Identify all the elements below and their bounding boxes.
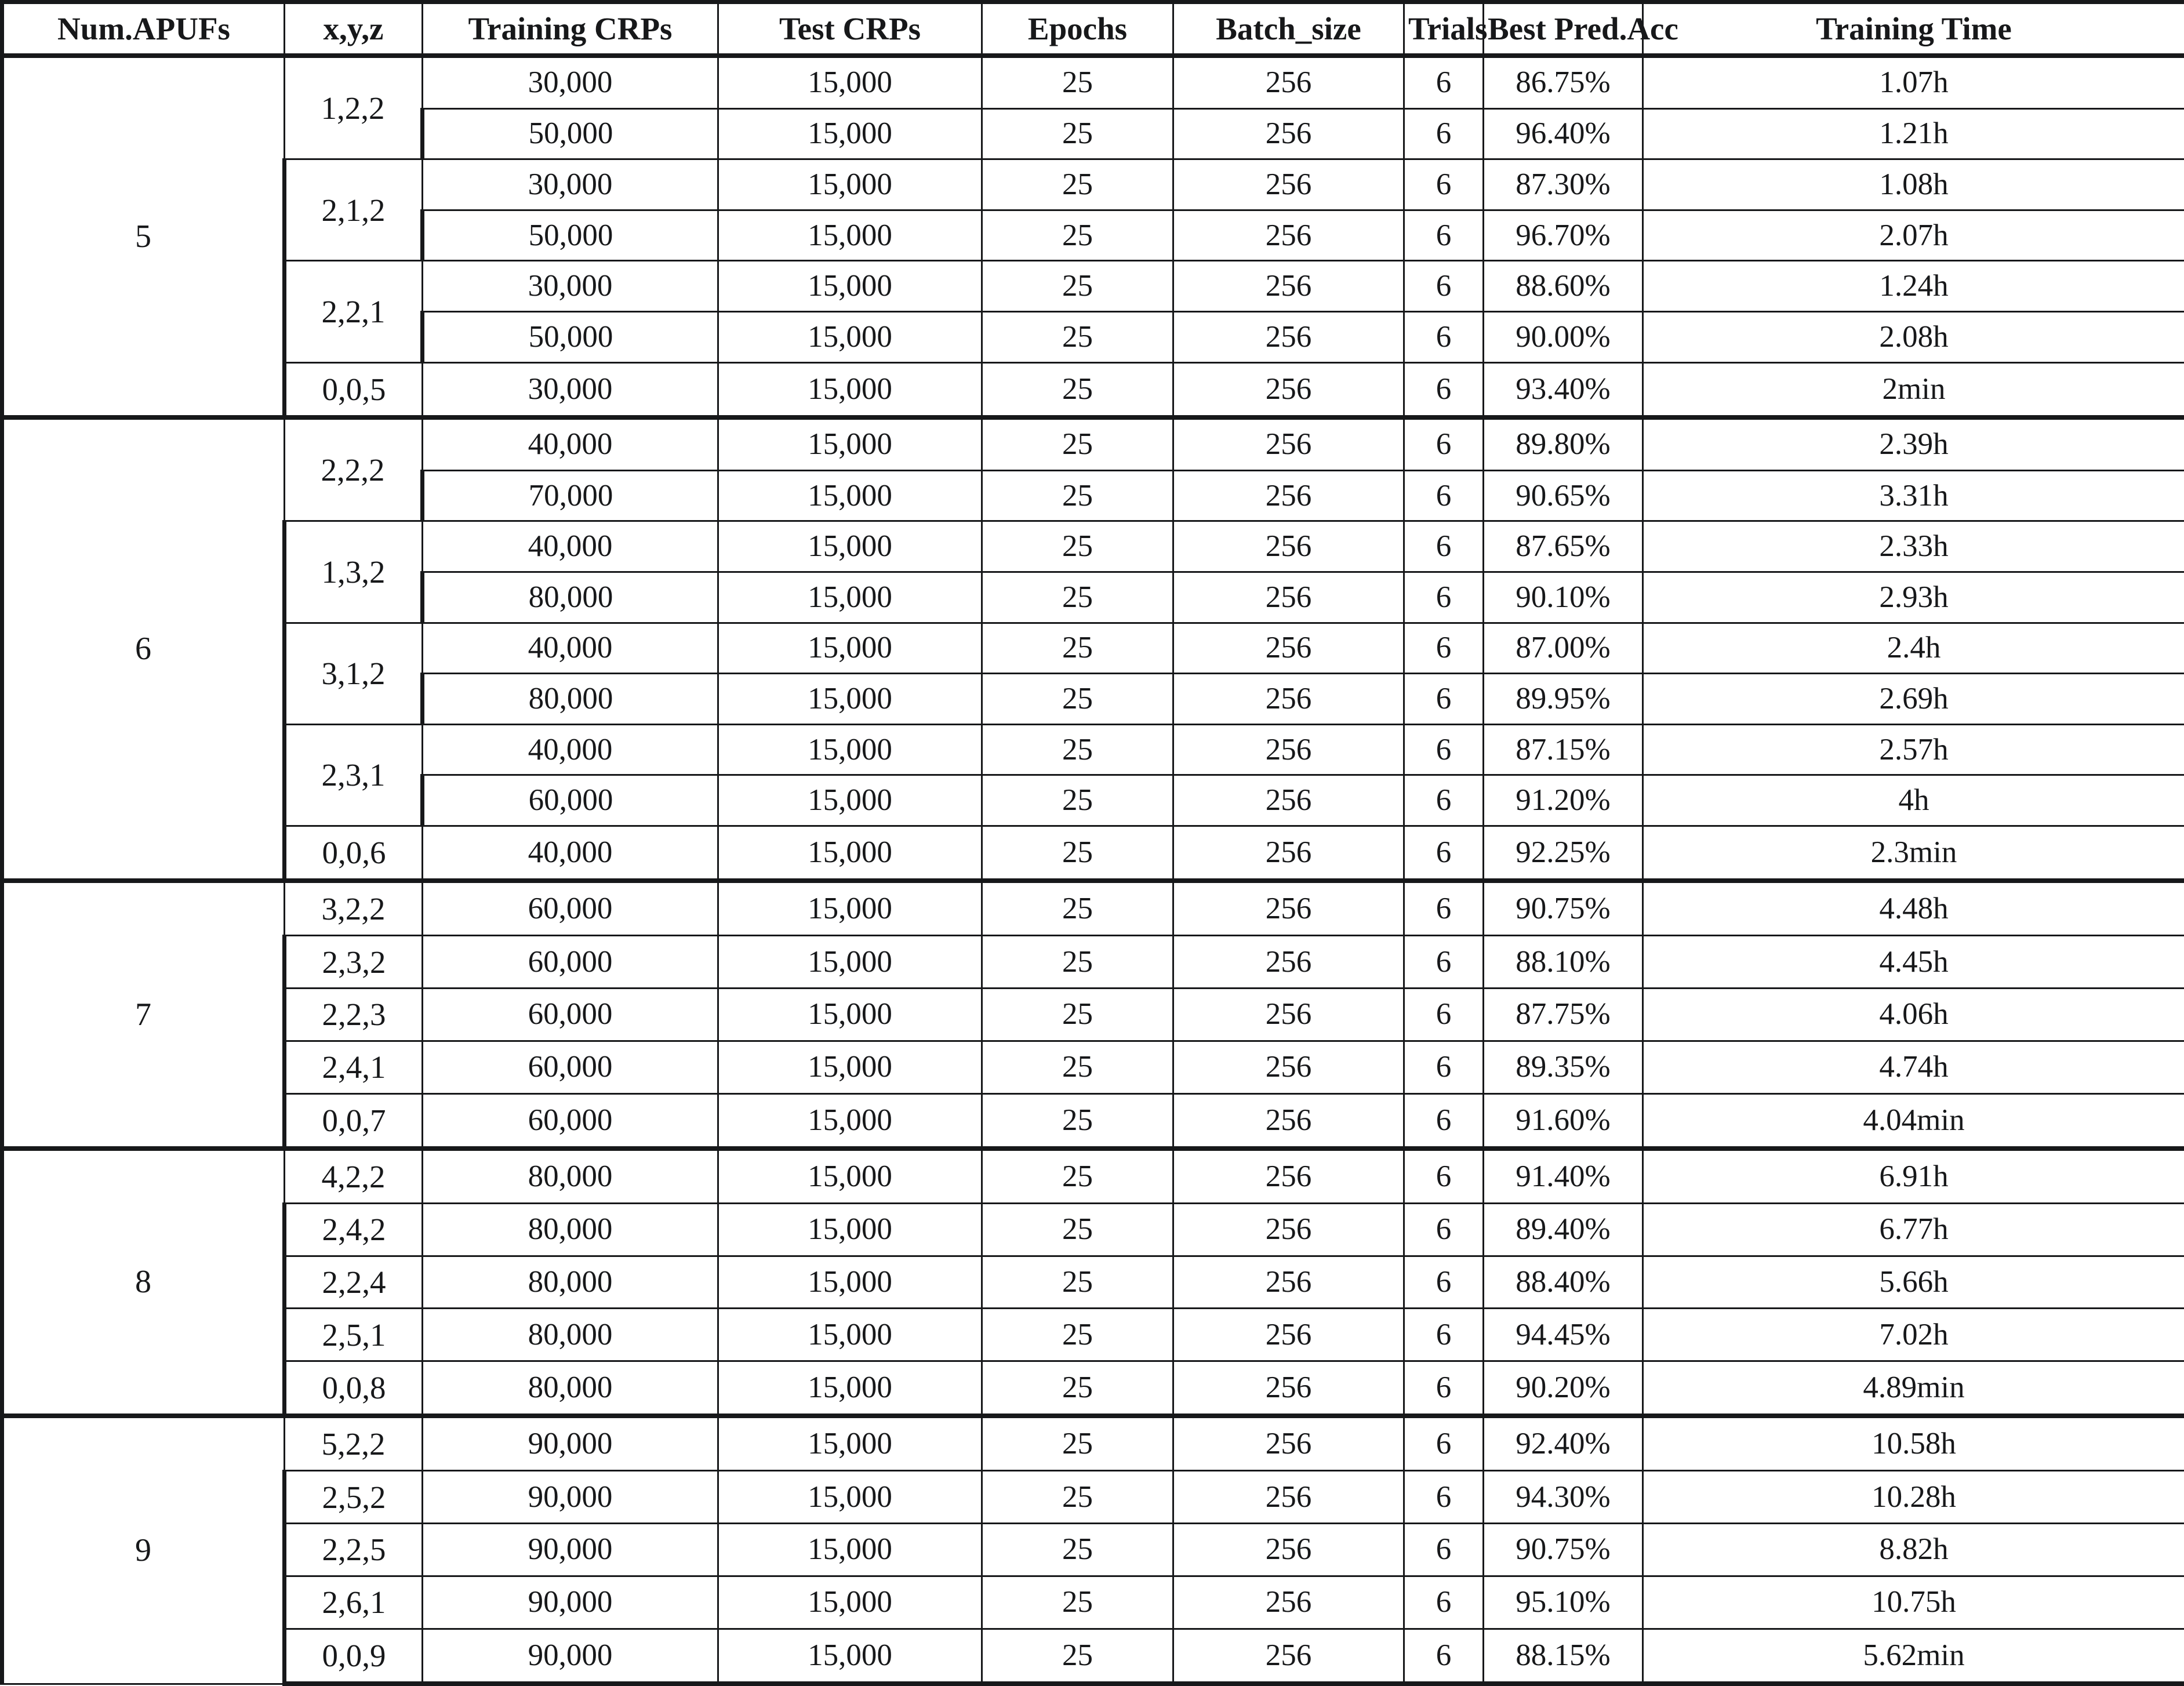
cell-batch-size: 256 <box>1173 936 1404 989</box>
cell-training-crps: 90,000 <box>423 1471 718 1524</box>
cell-epochs: 25 <box>982 1576 1173 1629</box>
cell-xyz: 2,4,1 <box>285 1041 423 1093</box>
cell-training-crps: 30,000 <box>423 261 718 312</box>
cell-batch-size: 256 <box>1173 1471 1404 1524</box>
cell-training-time: 4h <box>1643 775 2184 826</box>
table-row <box>2 1041 2184 1093</box>
table-row <box>2 159 2184 210</box>
cell-epochs: 25 <box>982 724 1173 775</box>
cell-num-apufs: 8 <box>2 1149 285 1416</box>
cell-training-time: 2.3min <box>1643 826 2184 881</box>
cell-batch-size: 256 <box>1173 1361 1404 1416</box>
cell-training-time: 4.74h <box>1643 1041 2184 1093</box>
cell-batch-size: 256 <box>1173 1203 1404 1256</box>
cell-training-time: 1.24h <box>1643 261 2184 312</box>
cell-training-time: 5.62min <box>1643 1629 2184 1684</box>
table-row <box>2 1149 2184 1204</box>
cell-best-pred-acc: 90.00% <box>1484 311 1643 362</box>
cell-test-crps: 15,000 <box>718 1256 982 1309</box>
cell-test-crps: 15,000 <box>718 881 982 936</box>
cell-training-crps: 80,000 <box>423 674 718 725</box>
cell-trials: 6 <box>1404 1576 1484 1629</box>
cell-training-time: 5.66h <box>1643 1256 2184 1309</box>
cell-test-crps: 15,000 <box>718 1041 982 1093</box>
cell-test-crps: 15,000 <box>718 623 982 674</box>
table-row <box>2 417 2184 471</box>
cell-test-crps: 15,000 <box>718 417 982 471</box>
cell-test-crps: 15,000 <box>718 989 982 1041</box>
cell-training-time: 4.04min <box>1643 1093 2184 1149</box>
cell-epochs: 25 <box>982 1203 1173 1256</box>
cell-trials: 6 <box>1404 1309 1484 1361</box>
cell-training-time: 10.28h <box>1643 1471 2184 1524</box>
table-row <box>2 1309 2184 1361</box>
cell-epochs: 25 <box>982 311 1173 362</box>
cell-test-crps: 15,000 <box>718 724 982 775</box>
cell-training-time: 7.02h <box>1643 1309 2184 1361</box>
table-header-row <box>2 2 2184 56</box>
cell-best-pred-acc: 88.40% <box>1484 1256 1643 1309</box>
cell-trials: 6 <box>1404 1203 1484 1256</box>
cell-trials: 6 <box>1404 210 1484 261</box>
cell-best-pred-acc: 91.60% <box>1484 1093 1643 1149</box>
cell-epochs: 25 <box>982 470 1173 521</box>
cell-test-crps: 15,000 <box>718 1576 982 1629</box>
cell-epochs: 25 <box>982 775 1173 826</box>
column-header-xyz: x,y,z <box>285 2 423 56</box>
cell-best-pred-acc: 92.25% <box>1484 826 1643 881</box>
cell-best-pred-acc: 89.40% <box>1484 1203 1643 1256</box>
cell-batch-size: 256 <box>1173 1416 1404 1471</box>
column-header-epochs: Epochs <box>982 2 1173 56</box>
cell-best-pred-acc: 91.20% <box>1484 775 1643 826</box>
column-header-num-apufs: Num.APUFs <box>2 2 285 56</box>
cell-best-pred-acc: 88.15% <box>1484 1629 1643 1684</box>
cell-trials: 6 <box>1404 674 1484 725</box>
cell-best-pred-acc: 87.15% <box>1484 724 1643 775</box>
cell-best-pred-acc: 94.30% <box>1484 1471 1643 1524</box>
cell-training-crps: 50,000 <box>423 108 718 159</box>
cell-epochs: 25 <box>982 1416 1173 1471</box>
cell-epochs: 25 <box>982 936 1173 989</box>
column-header-test-crps: Test CRPs <box>718 2 982 56</box>
cell-test-crps: 15,000 <box>718 311 982 362</box>
cell-batch-size: 256 <box>1173 623 1404 674</box>
cell-batch-size: 256 <box>1173 572 1404 623</box>
cell-training-time: 6.91h <box>1643 1149 2184 1204</box>
cell-training-time: 2.57h <box>1643 724 2184 775</box>
cell-epochs: 25 <box>982 210 1173 261</box>
cell-training-crps: 60,000 <box>423 936 718 989</box>
cell-best-pred-acc: 90.20% <box>1484 1361 1643 1416</box>
column-header-training-time: Training Time <box>1643 2 2184 56</box>
cell-epochs: 25 <box>982 1256 1173 1309</box>
cell-training-time: 2.93h <box>1643 572 2184 623</box>
cell-batch-size: 256 <box>1173 1576 1404 1629</box>
cell-trials: 6 <box>1404 989 1484 1041</box>
cell-training-crps: 90,000 <box>423 1576 718 1629</box>
cell-best-pred-acc: 96.70% <box>1484 210 1643 261</box>
cell-training-crps: 90,000 <box>423 1416 718 1471</box>
cell-epochs: 25 <box>982 261 1173 312</box>
cell-trials: 6 <box>1404 1416 1484 1471</box>
cell-training-crps: 40,000 <box>423 826 718 881</box>
cell-trials: 6 <box>1404 1471 1484 1524</box>
cell-xyz: 0,0,8 <box>285 1361 423 1416</box>
cell-batch-size: 256 <box>1173 108 1404 159</box>
cell-trials: 6 <box>1404 56 1484 109</box>
cell-trials: 6 <box>1404 311 1484 362</box>
cell-epochs: 25 <box>982 1524 1173 1576</box>
cell-trials: 6 <box>1404 1149 1484 1204</box>
cell-xyz: 2,6,1 <box>285 1576 423 1629</box>
cell-training-crps: 40,000 <box>423 724 718 775</box>
cell-best-pred-acc: 90.10% <box>1484 572 1643 623</box>
cell-test-crps: 15,000 <box>718 210 982 261</box>
cell-trials: 6 <box>1404 572 1484 623</box>
cell-best-pred-acc: 95.10% <box>1484 1576 1643 1629</box>
cell-best-pred-acc: 93.40% <box>1484 362 1643 417</box>
cell-num-apufs: 5 <box>2 56 285 417</box>
cell-test-crps: 15,000 <box>718 1471 982 1524</box>
cell-training-crps: 60,000 <box>423 775 718 826</box>
cell-best-pred-acc: 90.65% <box>1484 470 1643 521</box>
cell-xyz: 1,2,2 <box>285 56 423 159</box>
table-row <box>2 724 2184 775</box>
table-row <box>2 1471 2184 1524</box>
cell-test-crps: 15,000 <box>718 108 982 159</box>
cell-xyz: 3,1,2 <box>285 623 423 724</box>
cell-test-crps: 15,000 <box>718 521 982 572</box>
cell-best-pred-acc: 87.00% <box>1484 623 1643 674</box>
cell-batch-size: 256 <box>1173 56 1404 109</box>
cell-epochs: 25 <box>982 362 1173 417</box>
cell-trials: 6 <box>1404 521 1484 572</box>
table-header <box>2 2 2184 56</box>
cell-batch-size: 256 <box>1173 1041 1404 1093</box>
cell-epochs: 25 <box>982 1149 1173 1204</box>
cell-xyz: 0,0,5 <box>285 362 423 417</box>
cell-batch-size: 256 <box>1173 989 1404 1041</box>
cell-training-crps: 90,000 <box>423 1629 718 1684</box>
cell-best-pred-acc: 94.45% <box>1484 1309 1643 1361</box>
cell-xyz: 2,3,2 <box>285 936 423 989</box>
cell-batch-size: 256 <box>1173 521 1404 572</box>
cell-trials: 6 <box>1404 1093 1484 1149</box>
cell-training-time: 8.82h <box>1643 1524 2184 1576</box>
cell-epochs: 25 <box>982 826 1173 881</box>
table-row <box>2 826 2184 881</box>
cell-training-time: 4.06h <box>1643 989 2184 1041</box>
cell-trials: 6 <box>1404 1041 1484 1093</box>
cell-xyz: 0,0,9 <box>285 1629 423 1684</box>
cell-training-crps: 80,000 <box>423 1361 718 1416</box>
cell-test-crps: 15,000 <box>718 1361 982 1416</box>
cell-training-time: 10.75h <box>1643 1576 2184 1629</box>
cell-training-crps: 30,000 <box>423 362 718 417</box>
table-row <box>2 1576 2184 1629</box>
cell-batch-size: 256 <box>1173 362 1404 417</box>
cell-test-crps: 15,000 <box>718 261 982 312</box>
cell-test-crps: 15,000 <box>718 470 982 521</box>
table-body <box>2 56 2184 1684</box>
cell-trials: 6 <box>1404 159 1484 210</box>
table-row <box>2 362 2184 417</box>
cell-epochs: 25 <box>982 1309 1173 1361</box>
cell-batch-size: 256 <box>1173 1309 1404 1361</box>
cell-training-crps: 80,000 <box>423 1309 718 1361</box>
cell-training-time: 4.89min <box>1643 1361 2184 1416</box>
column-header-batch-size: Batch_size <box>1173 2 1404 56</box>
cell-test-crps: 15,000 <box>718 1203 982 1256</box>
cell-trials: 6 <box>1404 417 1484 471</box>
table-row <box>2 1203 2184 1256</box>
cell-trials: 6 <box>1404 936 1484 989</box>
cell-training-crps: 90,000 <box>423 1524 718 1576</box>
cell-epochs: 25 <box>982 572 1173 623</box>
cell-training-time: 1.21h <box>1643 108 2184 159</box>
cell-epochs: 25 <box>982 1041 1173 1093</box>
cell-test-crps: 15,000 <box>718 362 982 417</box>
cell-batch-size: 256 <box>1173 210 1404 261</box>
cell-batch-size: 256 <box>1173 826 1404 881</box>
cell-epochs: 25 <box>982 989 1173 1041</box>
cell-xyz: 2,4,2 <box>285 1203 423 1256</box>
cell-test-crps: 15,000 <box>718 572 982 623</box>
cell-xyz: 2,2,2 <box>285 417 423 521</box>
cell-training-time: 2.33h <box>1643 521 2184 572</box>
table-row <box>2 261 2184 312</box>
cell-xyz: 2,2,5 <box>285 1524 423 1576</box>
cell-best-pred-acc: 91.40% <box>1484 1149 1643 1204</box>
cell-training-time: 1.08h <box>1643 159 2184 210</box>
cell-trials: 6 <box>1404 1361 1484 1416</box>
cell-training-crps: 70,000 <box>423 470 718 521</box>
cell-training-crps: 30,000 <box>423 56 718 109</box>
cell-trials: 6 <box>1404 724 1484 775</box>
cell-epochs: 25 <box>982 881 1173 936</box>
cell-test-crps: 15,000 <box>718 1149 982 1204</box>
column-header-best-pred-acc: Best Pred.Acc <box>1484 2 1643 56</box>
cell-xyz: 2,1,2 <box>285 159 423 261</box>
cell-training-crps: 50,000 <box>423 210 718 261</box>
cell-best-pred-acc: 90.75% <box>1484 881 1643 936</box>
cell-training-time: 10.58h <box>1643 1416 2184 1471</box>
cell-epochs: 25 <box>982 623 1173 674</box>
table-row <box>2 936 2184 989</box>
cell-training-time: 1.07h <box>1643 56 2184 109</box>
cell-test-crps: 15,000 <box>718 1524 982 1576</box>
table-row <box>2 1629 2184 1684</box>
cell-trials: 6 <box>1404 470 1484 521</box>
cell-best-pred-acc: 88.10% <box>1484 936 1643 989</box>
cell-trials: 6 <box>1404 362 1484 417</box>
cell-trials: 6 <box>1404 623 1484 674</box>
cell-xyz: 1,3,2 <box>285 521 423 623</box>
cell-training-time: 2.69h <box>1643 674 2184 725</box>
table-row <box>2 1093 2184 1149</box>
cell-epochs: 25 <box>982 108 1173 159</box>
cell-xyz: 2,5,2 <box>285 1471 423 1524</box>
cell-best-pred-acc: 89.35% <box>1484 1041 1643 1093</box>
cell-training-crps: 60,000 <box>423 1093 718 1149</box>
cell-batch-size: 256 <box>1173 1256 1404 1309</box>
cell-training-time: 6.77h <box>1643 1203 2184 1256</box>
cell-best-pred-acc: 89.80% <box>1484 417 1643 471</box>
cell-training-time: 2.4h <box>1643 623 2184 674</box>
cell-test-crps: 15,000 <box>718 1416 982 1471</box>
cell-training-crps: 80,000 <box>423 1256 718 1309</box>
cell-epochs: 25 <box>982 1629 1173 1684</box>
cell-test-crps: 15,000 <box>718 56 982 109</box>
cell-training-crps: 60,000 <box>423 989 718 1041</box>
cell-best-pred-acc: 90.75% <box>1484 1524 1643 1576</box>
cell-xyz: 0,0,6 <box>285 826 423 881</box>
cell-trials: 6 <box>1404 1256 1484 1309</box>
cell-training-time: 2.07h <box>1643 210 2184 261</box>
cell-training-crps: 60,000 <box>423 1041 718 1093</box>
cell-epochs: 25 <box>982 417 1173 471</box>
table-row <box>2 521 2184 572</box>
cell-xyz: 3,2,2 <box>285 881 423 936</box>
cell-trials: 6 <box>1404 826 1484 881</box>
table-row <box>2 1256 2184 1309</box>
cell-test-crps: 15,000 <box>718 826 982 881</box>
cell-xyz: 2,3,1 <box>285 724 423 826</box>
table-row <box>2 56 2184 109</box>
table-row <box>2 881 2184 936</box>
cell-trials: 6 <box>1404 775 1484 826</box>
cell-trials: 6 <box>1404 881 1484 936</box>
cell-batch-size: 256 <box>1173 417 1404 471</box>
cell-epochs: 25 <box>982 1093 1173 1149</box>
cell-xyz: 2,2,4 <box>285 1256 423 1309</box>
cell-batch-size: 256 <box>1173 1629 1404 1684</box>
table-row <box>2 989 2184 1041</box>
cell-batch-size: 256 <box>1173 1524 1404 1576</box>
cell-best-pred-acc: 96.40% <box>1484 108 1643 159</box>
cell-best-pred-acc: 87.30% <box>1484 159 1643 210</box>
cell-trials: 6 <box>1404 108 1484 159</box>
cell-training-crps: 50,000 <box>423 311 718 362</box>
cell-training-time: 2min <box>1643 362 2184 417</box>
column-header-training-crps: Training CRPs <box>423 2 718 56</box>
cell-xyz: 2,2,3 <box>285 989 423 1041</box>
cell-xyz: 2,2,1 <box>285 261 423 362</box>
cell-epochs: 25 <box>982 1361 1173 1416</box>
cell-batch-size: 256 <box>1173 674 1404 725</box>
cell-test-crps: 15,000 <box>718 674 982 725</box>
cell-training-crps: 80,000 <box>423 1149 718 1204</box>
cell-epochs: 25 <box>982 56 1173 109</box>
cell-epochs: 25 <box>982 674 1173 725</box>
cell-num-apufs: 9 <box>2 1416 285 1684</box>
cell-test-crps: 15,000 <box>718 1629 982 1684</box>
cell-batch-size: 256 <box>1173 775 1404 826</box>
cell-test-crps: 15,000 <box>718 159 982 210</box>
cell-training-crps: 30,000 <box>423 159 718 210</box>
cell-training-crps: 40,000 <box>423 623 718 674</box>
cell-training-crps: 40,000 <box>423 521 718 572</box>
cell-batch-size: 256 <box>1173 470 1404 521</box>
table-row <box>2 1416 2184 1471</box>
cell-xyz: 4,2,2 <box>285 1149 423 1204</box>
cell-trials: 6 <box>1404 1629 1484 1684</box>
cell-batch-size: 256 <box>1173 724 1404 775</box>
cell-test-crps: 15,000 <box>718 1309 982 1361</box>
cell-test-crps: 15,000 <box>718 775 982 826</box>
cell-training-crps: 80,000 <box>423 572 718 623</box>
table-row <box>2 623 2184 674</box>
cell-xyz: 0,0,7 <box>285 1093 423 1149</box>
cell-training-crps: 80,000 <box>423 1203 718 1256</box>
cell-batch-size: 256 <box>1173 159 1404 210</box>
table-row <box>2 1524 2184 1576</box>
cell-best-pred-acc: 88.60% <box>1484 261 1643 312</box>
cell-best-pred-acc: 89.95% <box>1484 674 1643 725</box>
cell-batch-size: 256 <box>1173 311 1404 362</box>
cell-batch-size: 256 <box>1173 1093 1404 1149</box>
cell-training-crps: 60,000 <box>423 881 718 936</box>
cell-epochs: 25 <box>982 521 1173 572</box>
cell-num-apufs: 7 <box>2 881 285 1149</box>
column-header-trials: Trials <box>1404 2 1484 56</box>
cell-best-pred-acc: 86.75% <box>1484 56 1643 109</box>
cell-xyz: 2,5,1 <box>285 1309 423 1361</box>
cell-best-pred-acc: 87.65% <box>1484 521 1643 572</box>
cell-trials: 6 <box>1404 1524 1484 1576</box>
cell-test-crps: 15,000 <box>718 936 982 989</box>
cell-trials: 6 <box>1404 261 1484 312</box>
cell-best-pred-acc: 87.75% <box>1484 989 1643 1041</box>
cell-best-pred-acc: 92.40% <box>1484 1416 1643 1471</box>
cell-training-crps: 40,000 <box>423 417 718 471</box>
cell-training-time: 4.48h <box>1643 881 2184 936</box>
cell-batch-size: 256 <box>1173 1149 1404 1204</box>
table-row <box>2 1361 2184 1416</box>
cell-num-apufs: 6 <box>2 417 285 881</box>
cell-training-time: 2.08h <box>1643 311 2184 362</box>
cell-batch-size: 256 <box>1173 261 1404 312</box>
cell-training-time: 3.31h <box>1643 470 2184 521</box>
cell-training-time: 4.45h <box>1643 936 2184 989</box>
cell-training-time: 2.39h <box>1643 417 2184 471</box>
cell-xyz: 5,2,2 <box>285 1416 423 1471</box>
cell-test-crps: 15,000 <box>718 1093 982 1149</box>
cell-epochs: 25 <box>982 159 1173 210</box>
cell-batch-size: 256 <box>1173 881 1404 936</box>
cell-epochs: 25 <box>982 1471 1173 1524</box>
